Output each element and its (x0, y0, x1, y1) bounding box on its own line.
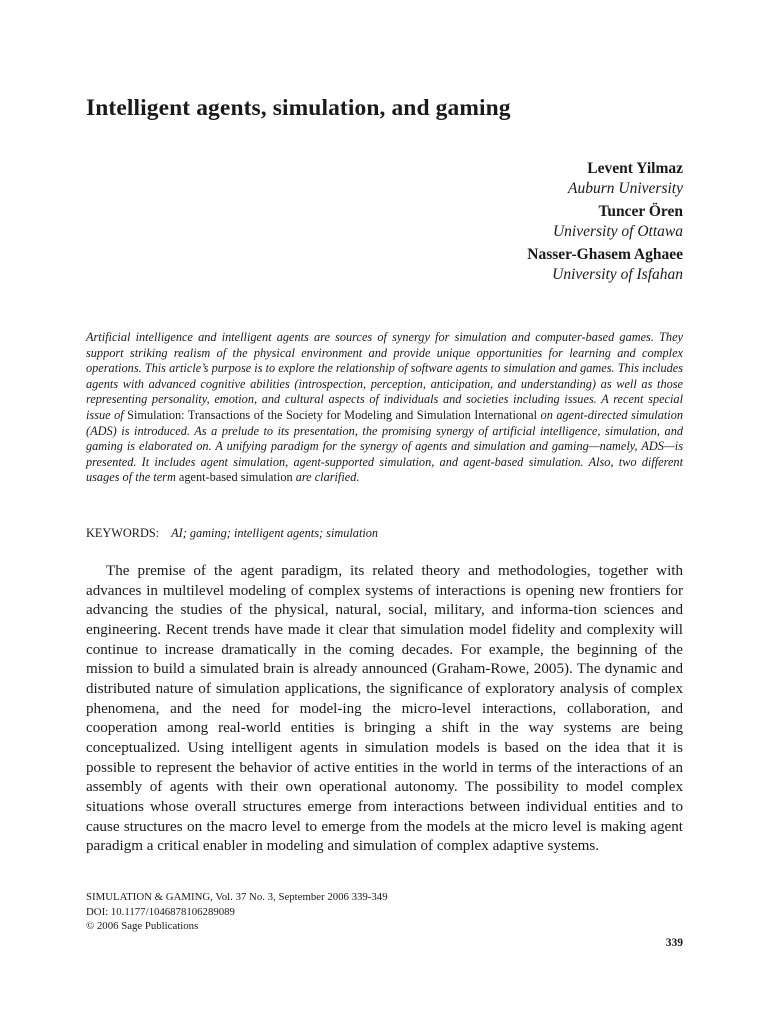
author-name: Levent Yilmaz (587, 160, 683, 177)
abstract-term: agent-based simulation (178, 470, 293, 485)
author-affiliation: University of Ottawa (552, 223, 683, 240)
keywords-label: KEYWORDS: (86, 526, 160, 540)
abstract-text: on agent-directed simulation (ADS) is introduced. As a prelude to its presentation, the promising synergy of artificial intelligence, simulation, and gaming is elaborated on. A unifying paradigm for the synergy of agents and simulation and gaming—namely, ADS—is presented. It includes agent simulation, agent-supported simulation, and agent-based simulation. Also, two different usages of the term (86, 407, 684, 485)
abstract-text: Artificial intelligence and intelligent agents are sources of synergy for simulation and computer-based games. They support striking realism of the physical environment and provide unique opportunities for learning and complex operations. This article’s purpose is to explore the relationship of software agents to simulation and games. This includes agents with advanced cognitive abilities (introspection, perception, anticipation, and understanding) as well as those representing personality, emotion, and cultural aspects of individuals and societies including issues. A recent special issue of (86, 330, 683, 422)
keywords-list: AI; gaming; intelligent agents; simulation (171, 526, 379, 540)
article-title: Intelligent agents, simulation, and gaming (86, 95, 511, 121)
copyright: © 2006 Sage Publications (86, 920, 199, 932)
journal-citation: SIMULATION & GAMING, Vol. 37 No. 3, September 2006 339-349 (86, 891, 388, 903)
paper-page (86, 0, 683, 1024)
body-paragraph: The premise of the agent paradigm, its related theory and methodologies, together with advances in multilevel modeling of complex systems of interactions is opening new frontiers for advancing the studies of the physical, natural, social, military, and informa-tion sciences and engineering. Recent trends have made it clear that simulation model fidelity and complexity will continue to increase dramatically in the coming decades. For example, the beginning of the mission to build a simulated brain is already announced (Graham-Rowe, 2005). The dynamic and distributed nature of simulation applications, the significance of exploratory analysis of complex phenomena, and the need for model-ing the micro-level interactions, collaboration, and cooperation among real-world entities is bringing a shift in the way systems are being conceptualized. Using intelligent agents in simulation models is based on the idea that it is possible to represent the behavior of active entities in the world in terms of the interactions of an assembly of agents with their own operational autonomy. The possibility to model complex situations whose overall structures emerge from interactions between individual entities and to cause structures on the macro level to emerge from the models at the micro level is making agent paradigm a critical enabler in modeling and simulation of complex adaptive systems. (86, 563, 683, 855)
abstract (86, 330, 683, 486)
abstract-text: are clarified. (292, 470, 360, 485)
author-name: Nasser-Ghasem Aghaee (527, 246, 683, 263)
publication-footer (86, 890, 683, 934)
page-number: 339 (665, 937, 683, 949)
author-block (527, 160, 683, 289)
abstract-journal-ref: Simulation: Transactions of the Society for Modeling and Simulation International (127, 407, 538, 422)
doi: DOI: 10.1177/1046878106289089 (86, 905, 235, 918)
author-affiliation: University of Isfahan (552, 266, 683, 283)
author-name: Tuncer Ören (598, 203, 683, 220)
keywords (86, 526, 683, 541)
author-affiliation: Auburn University (568, 180, 683, 197)
